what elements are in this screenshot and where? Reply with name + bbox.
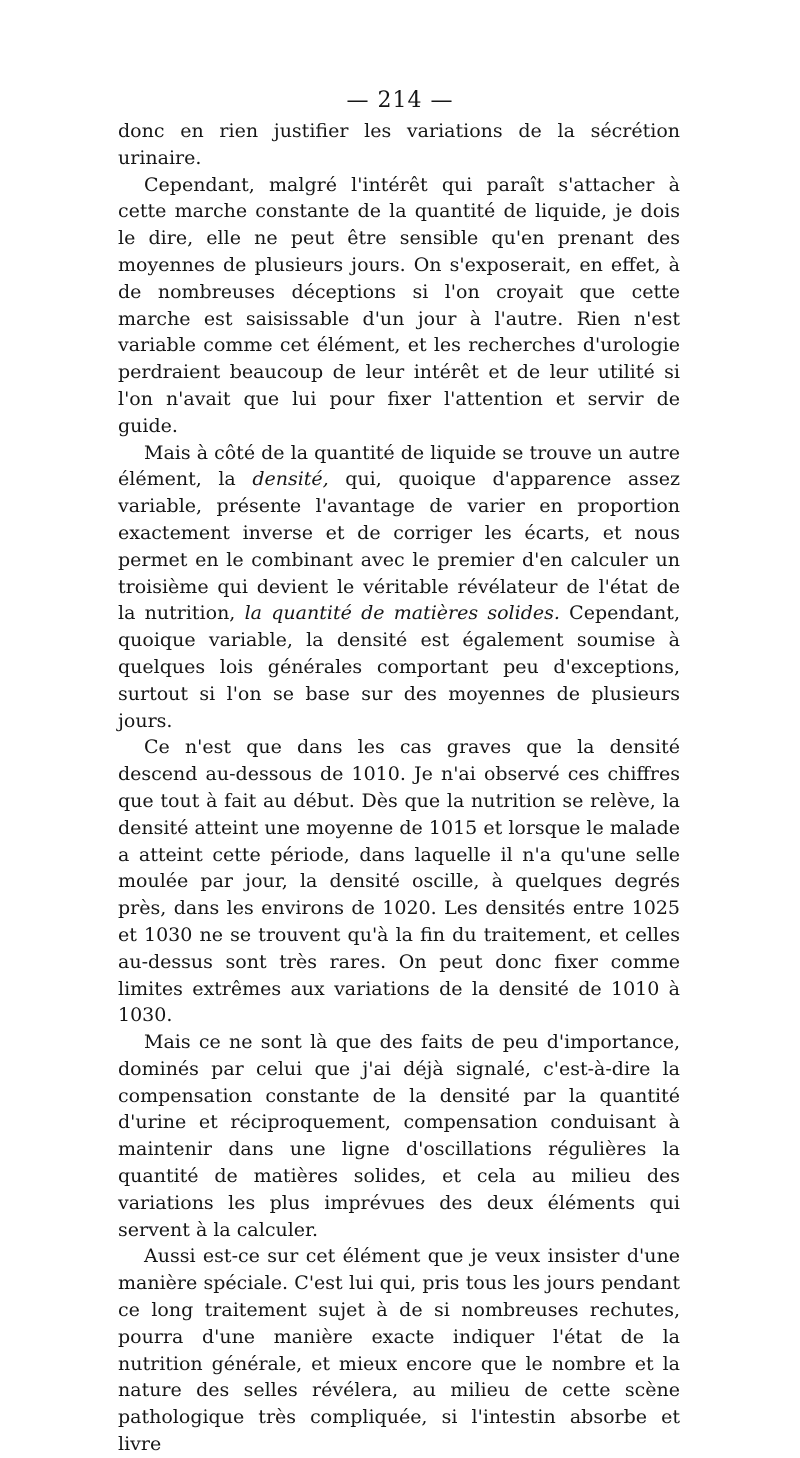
- body-text: [118, 118, 680, 1458]
- paragraph-continuation: donc en rien justifier les variations de la sécrétion urinaire.: [118, 120, 680, 169]
- paragraph-compensation: Mais ce ne sont là que des faits de peu d'importance, dominés par celui que j'ai déjà signalé, c'est-à-dire la compensation constante de la densité par la quantité d'urine et réciproquement, compensation conduisant à maintenir dans une ligne d'oscillations régulières la quantité de matières solides, et cela au milieu des variations les plus imprévues des deux éléments qui servent à la calculer.: [118, 1031, 680, 1241]
- paragraph-density-text-b: qui, quoique d'apparence assez variable, présente l'avantage de varier en proportion exactement inverse et de corriger les écarts, et nous permet en le combinant avec le premier d'en calculer un troisième qui devient le véritable révélateur de l'état de la nutrition,: [118, 468, 680, 625]
- paragraph-density: [118, 440, 680, 735]
- paragraph-solids-insistence: Aussi est-ce sur cet élément que je veux insister d'une manière spéciale. C'est lui qui, pris tous les jours pendant ce long traitement sujet à de si nombreuses rechutes, pourra d'une manière exacte indiquer l'état de la nutrition générale, et mieux encore que le nombre et la nature des selles révélera, au milieu de cette scène pathologique très compliquée, si l'intestin absorbe et livre: [118, 1245, 680, 1456]
- paragraph-density-text-c: Cependant, quoique variable, la densité est également soumise à quelques lois générales comportant peu d'exceptions, surtout si l'on se base sur des moyennes de plusieurs jours.: [118, 602, 680, 732]
- term-densite: densité,: [252, 468, 329, 491]
- paragraph-density-values: Ce n'est que dans les cas graves que la densité descend au-dessous de 1010. Je n'ai observé ces chiffres que tout à fait au début. Dès que la nutrition se relève, la densité atteint une moyenne de 1015 et lorsque le malade a atteint cette période, dans laquelle il n'a qu'une selle moulée par jour, la densité oscille, à quelques degrés près, dans les environs de 1020. Les densités entre 1025 et 1030 ne se trouvent qu'à la fin du traitement, et celles au-dessus sont très rares. On peut donc fixer comme limites extrêmes aux variations de la densité de 1010 à 1030.: [118, 736, 680, 1027]
- paragraph-quantity-liquid: Cependant, malgré l'intérêt qui paraît s'attacher à cette marche constante de la quantité de liquide, je dois le dire, elle ne peut être sensible qu'en prenant des moyennes de plusieurs jours. On s'exposerait, en effet, à de nombreuses déceptions si l'on croyait que cette marche est saisissable d'un jour à l'autre. Rien n'est variable comme cet élément, et les recherches d'urologie perdraient beaucoup de leur intérêt et de leur utilité si l'on n'avait que lui pour fixer l'attention et servir de guide.: [118, 173, 680, 437]
- paragraph-density-text-a: Mais à côté de la quantité de liquide se trouve un autre élément, la: [118, 441, 680, 491]
- term-quantite-matieres-solides: la quantité de matières solides.: [244, 602, 560, 625]
- page-number: — 214 —: [346, 88, 454, 113]
